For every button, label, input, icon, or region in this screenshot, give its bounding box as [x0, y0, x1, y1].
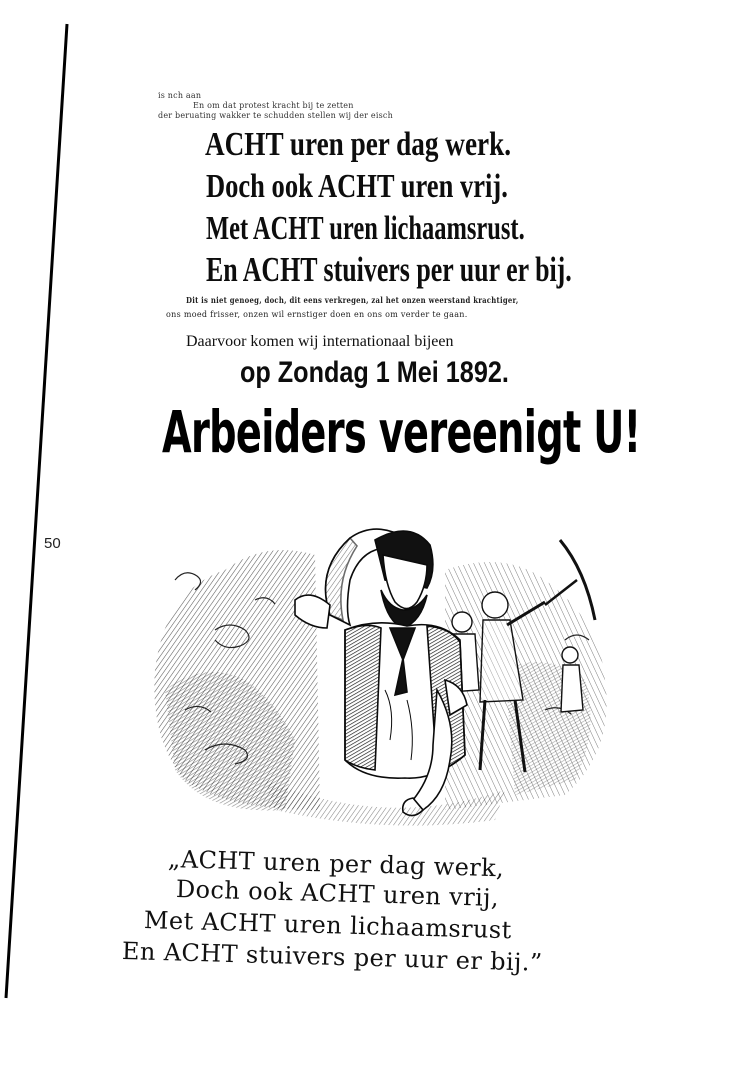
slogan-heading: Arbeiders vereenigt U! [162, 398, 641, 466]
small-line-1: Dit is niet genoeg, doch, dit eens verkregen, zal het onzen weerstand krachtiger, [186, 295, 519, 305]
poem-line-4: En ACHT stuivers per uur er bij.” [121, 937, 543, 977]
verse-line-3: Met ACHT uren lichaamsrust. [206, 210, 525, 247]
gathering-line: Daarvoor komen wij internationaal bijeen [186, 333, 454, 350]
page-number: 50 [44, 535, 61, 552]
fragment-line-3: der beruating wakker te schudden stellen wij der eisch [158, 111, 393, 120]
verse-line-2: Doch ook ACHT uren vrij. [206, 168, 508, 205]
verse-line-4: En ACHT stuivers per uur er bij. [206, 250, 572, 289]
fragment-line-1: is nch aan [158, 91, 202, 100]
poem-line-3: Met ACHT uren lichaamsrust [143, 906, 513, 945]
date-line: op Zondag 1 Mei 1892. [240, 356, 509, 389]
poem-line-2: Doch ook ACHT uren vrij, [175, 875, 500, 913]
worker-engraving [145, 510, 615, 830]
verse-line-1: ACHT uren per dag werk. [205, 126, 512, 163]
fragment-line-2: En om dat protest kracht bij te zetten [193, 101, 354, 110]
small-line-2: ons moed frisser, onzen wil ernstiger doen en ons om verder te gaan. [166, 310, 468, 319]
poem-line-1: „ACHT uren per dag werk, [167, 845, 505, 883]
